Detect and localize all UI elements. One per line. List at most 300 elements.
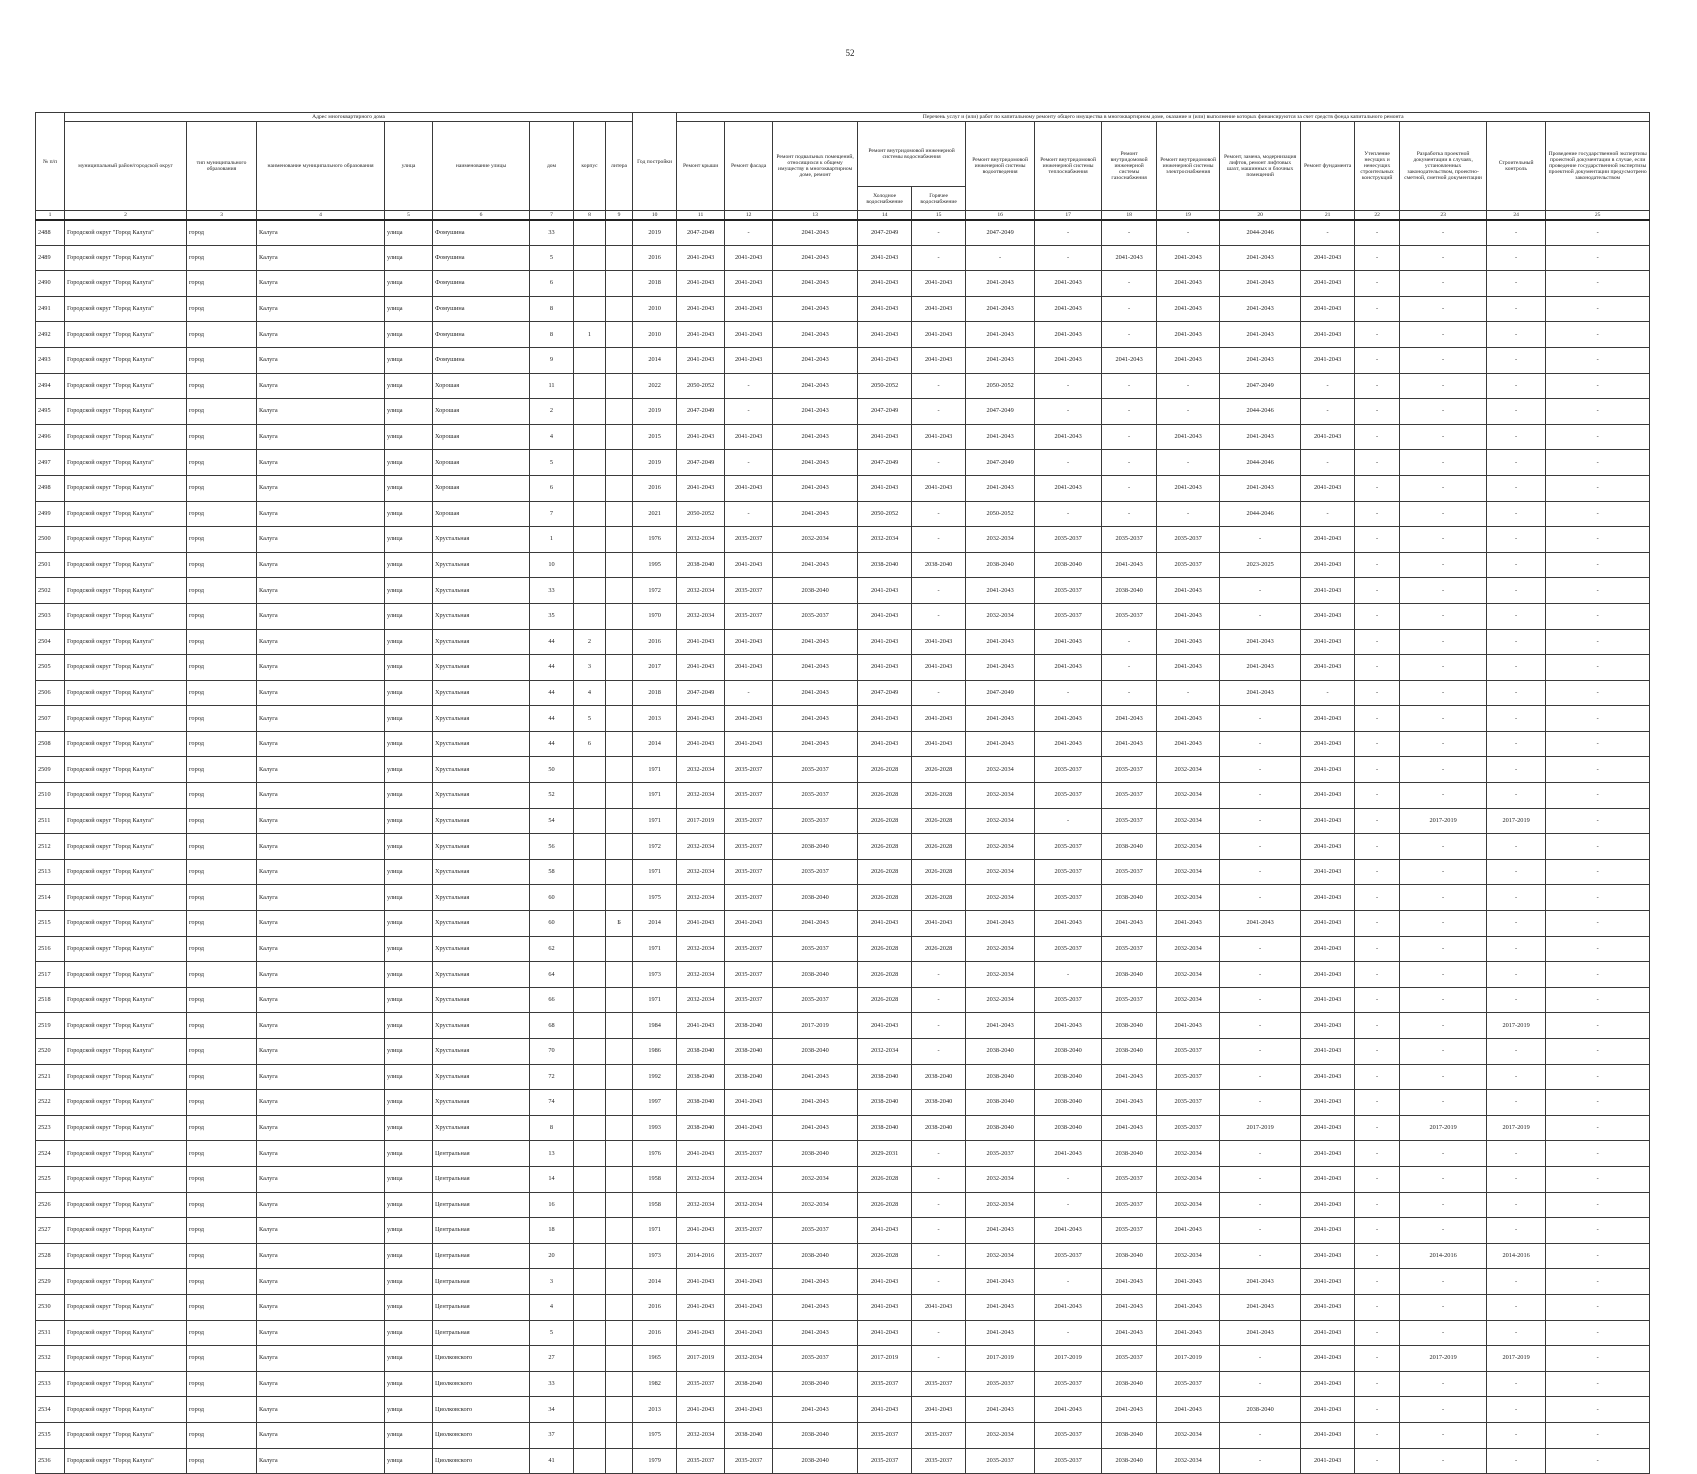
table-cell: - xyxy=(1487,706,1546,732)
table-row xyxy=(36,271,1650,297)
table-cell xyxy=(574,347,606,373)
table-cell xyxy=(574,220,606,246)
table-cell: 2032-2034 xyxy=(966,834,1035,860)
table-cell: 1971 xyxy=(633,757,677,783)
table-cell: 1986 xyxy=(633,1039,677,1065)
table-cell: Б xyxy=(606,911,633,937)
table-cell: улица xyxy=(385,1243,433,1269)
table-cell: - xyxy=(1546,783,1650,809)
table-cell: 2032-2034 xyxy=(1157,783,1220,809)
table-cell: - xyxy=(1546,1141,1650,1167)
table-cell: 1 xyxy=(530,527,574,553)
table-cell: - xyxy=(1546,680,1650,706)
table-cell: 2041-2043 xyxy=(912,347,966,373)
table-cell: Городской округ "Город Калуга" xyxy=(65,578,187,604)
table-cell: 2041-2043 xyxy=(858,424,912,450)
table-cell: 2017-2019 xyxy=(1400,808,1487,834)
table-cell: 2035-2037 xyxy=(912,1422,966,1448)
table-cell: 72 xyxy=(530,1064,574,1090)
table-cell: 74 xyxy=(530,1090,574,1116)
table-cell: Калуга xyxy=(257,936,385,962)
table-cell: 2041-2043 xyxy=(773,399,858,425)
table-cell: Центральная xyxy=(433,1243,530,1269)
table-cell: 2029-2031 xyxy=(858,1141,912,1167)
table-row xyxy=(36,527,1650,553)
table-cell: 50 xyxy=(530,757,574,783)
table-cell xyxy=(574,501,606,527)
table-cell xyxy=(606,706,633,732)
table-cell: - xyxy=(1355,527,1400,553)
table-row xyxy=(36,655,1650,681)
table-cell: 2035-2037 xyxy=(725,527,773,553)
table-cell: 2041-2043 xyxy=(1102,347,1157,373)
table-row xyxy=(36,1448,1650,1474)
table-cell: 2041-2043 xyxy=(1301,1166,1355,1192)
table-cell: город xyxy=(187,655,257,681)
table-cell: Городской округ "Город Калуга" xyxy=(65,629,187,655)
table-cell: - xyxy=(1400,1064,1487,1090)
table-cell: 2041-2043 xyxy=(677,322,725,348)
table-cell: 2035-2037 xyxy=(725,834,773,860)
table-cell: 2041-2043 xyxy=(858,911,912,937)
table-cell: 2023-2025 xyxy=(1220,552,1301,578)
table-cell: 1971 xyxy=(633,987,677,1013)
table-row xyxy=(36,1397,1650,1423)
table-cell: 2041-2043 xyxy=(773,347,858,373)
table-cell: Калуга xyxy=(257,629,385,655)
table-cell: Городской округ "Город Калуга" xyxy=(65,1320,187,1346)
table-cell xyxy=(606,1320,633,1346)
table-cell: - xyxy=(1355,1218,1400,1244)
table-cell: - xyxy=(725,373,773,399)
table-cell: 2041-2043 xyxy=(1301,347,1355,373)
table-cell xyxy=(606,655,633,681)
table-cell: 2038-2040 xyxy=(773,962,858,988)
table-row xyxy=(36,936,1650,962)
table-cell: - xyxy=(1355,1013,1400,1039)
table-cell: 13 xyxy=(530,1141,574,1167)
table-cell: 2041-2043 xyxy=(1301,706,1355,732)
table-cell: 2041-2043 xyxy=(1157,1013,1220,1039)
table-cell: 2032-2034 xyxy=(1157,757,1220,783)
table-cell: 2035-2037 xyxy=(912,1371,966,1397)
table-cell: 2038-2040 xyxy=(912,552,966,578)
table-cell: - xyxy=(1487,911,1546,937)
column-number: 11 xyxy=(677,211,725,220)
table-cell: 2035-2037 xyxy=(1102,1218,1157,1244)
table-cell: - xyxy=(1400,859,1487,885)
table-cell xyxy=(606,987,633,1013)
table-cell: - xyxy=(1220,808,1301,834)
table-cell: - xyxy=(1546,1243,1650,1269)
table-cell: 44 xyxy=(530,629,574,655)
table-cell: Калуга xyxy=(257,220,385,246)
table-cell: 2032-2034 xyxy=(1157,1422,1220,1448)
table-cell: 68 xyxy=(530,1013,574,1039)
table-cell: - xyxy=(912,501,966,527)
table-cell: 2041-2043 xyxy=(1157,629,1220,655)
table-cell: улица xyxy=(385,578,433,604)
table-cell: Хрустальная xyxy=(433,808,530,834)
table-cell: Калуга xyxy=(257,1141,385,1167)
table-cell: 2041-2043 xyxy=(1301,911,1355,937)
table-cell: 2035-2037 xyxy=(1035,859,1102,885)
table-cell: улица xyxy=(385,629,433,655)
table-cell: Центральная xyxy=(433,1269,530,1295)
table-cell: 6 xyxy=(530,271,574,297)
col-header-building: корпус xyxy=(574,122,606,211)
table-cell: - xyxy=(1355,1039,1400,1065)
table-cell: 2032-2034 xyxy=(966,1243,1035,1269)
table-cell: - xyxy=(912,245,966,271)
table-cell: 2017-2019 xyxy=(966,1346,1035,1372)
table-cell: 2041-2043 xyxy=(677,1013,725,1039)
table-cell: 2041-2043 xyxy=(677,1269,725,1295)
table-cell: 2047-2049 xyxy=(966,220,1035,246)
table-cell: Циолковского xyxy=(433,1346,530,1372)
table-cell: Калуга xyxy=(257,962,385,988)
table-cell: 2014 xyxy=(633,1269,677,1295)
table-cell xyxy=(606,552,633,578)
table-cell: 2010 xyxy=(633,296,677,322)
table-row xyxy=(36,347,1650,373)
table-row xyxy=(36,578,1650,604)
table-cell: 2041-2043 xyxy=(1102,731,1157,757)
table-cell: 2041-2043 xyxy=(966,655,1035,681)
table-cell: 27 xyxy=(530,1346,574,1372)
table-cell: - xyxy=(1400,1218,1487,1244)
table-cell: 2035-2037 xyxy=(725,783,773,809)
table-cell: 18 xyxy=(530,1218,574,1244)
table-cell: Городской округ "Город Калуга" xyxy=(65,783,187,809)
table-cell: 2038-2040 xyxy=(773,1422,858,1448)
table-cell: 2041-2043 xyxy=(725,1090,773,1116)
table-cell: Калуга xyxy=(257,757,385,783)
table-cell: 2038-2040 xyxy=(1102,1422,1157,1448)
table-cell: - xyxy=(1355,911,1400,937)
table-cell: - xyxy=(1487,245,1546,271)
col-header-cold-water: Холодное водоснабжение xyxy=(858,187,912,211)
table-cell: 2041-2043 xyxy=(1301,245,1355,271)
table-cell: Городской округ "Город Калуга" xyxy=(65,527,187,553)
table-cell: 2041-2043 xyxy=(1301,552,1355,578)
table-cell: 2041-2043 xyxy=(858,578,912,604)
table-cell: 1979 xyxy=(633,1448,677,1474)
table-cell: - xyxy=(1400,1320,1487,1346)
table-row xyxy=(36,1064,1650,1090)
table-cell: - xyxy=(1355,706,1400,732)
table-cell: Хрустальная xyxy=(433,1013,530,1039)
table-row xyxy=(36,450,1650,476)
table-cell: 2508 xyxy=(36,731,65,757)
table-cell: 2536 xyxy=(36,1448,65,1474)
table-cell: - xyxy=(1400,655,1487,681)
table-cell: 2492 xyxy=(36,322,65,348)
table-cell: город xyxy=(187,603,257,629)
table-cell: 2032-2034 xyxy=(677,859,725,885)
table-cell: - xyxy=(1487,1064,1546,1090)
column-number: 25 xyxy=(1546,211,1650,220)
table-cell: - xyxy=(1546,808,1650,834)
table-cell: 2041-2043 xyxy=(773,1397,858,1423)
table-cell: 1972 xyxy=(633,578,677,604)
table-cell: 2047-2049 xyxy=(677,680,725,706)
table-cell: 2 xyxy=(574,629,606,655)
col-header-electricity: Ремонт внутридомовой инженерной системы электроснабжения xyxy=(1157,122,1220,211)
table-cell: Калуга xyxy=(257,603,385,629)
table-cell: 10 xyxy=(530,552,574,578)
table-row xyxy=(36,885,1650,911)
table-cell: 2038-2040 xyxy=(725,1371,773,1397)
table-cell xyxy=(606,1192,633,1218)
table-cell: 2488 xyxy=(36,220,65,246)
table-cell: 2041-2043 xyxy=(1220,680,1301,706)
table-cell: 2038-2040 xyxy=(858,1090,912,1116)
table-cell: - xyxy=(1487,783,1546,809)
table-cell: - xyxy=(912,1039,966,1065)
table-cell: - xyxy=(1220,1218,1301,1244)
table-cell: город xyxy=(187,680,257,706)
table-cell: - xyxy=(1220,936,1301,962)
table-cell: 2035-2037 xyxy=(1102,859,1157,885)
table-cell: - xyxy=(1546,527,1650,553)
table-cell: Городской округ "Город Калуга" xyxy=(65,475,187,501)
table-cell: улица xyxy=(385,987,433,1013)
table-cell: - xyxy=(912,680,966,706)
table-cell: 2035-2037 xyxy=(725,1448,773,1474)
table-cell: 2041-2043 xyxy=(1301,1294,1355,1320)
table-row xyxy=(36,1115,1650,1141)
table-cell: 2038-2040 xyxy=(1102,1141,1157,1167)
table-row xyxy=(36,1243,1650,1269)
table-cell: - xyxy=(1546,424,1650,450)
table-cell: 2032-2034 xyxy=(966,1166,1035,1192)
table-cell xyxy=(606,1090,633,1116)
table-cell: 2535 xyxy=(36,1422,65,1448)
table-cell: - xyxy=(1487,603,1546,629)
table-cell: 2016 xyxy=(633,475,677,501)
table-cell: 2041-2043 xyxy=(1301,1371,1355,1397)
table-cell: 2041-2043 xyxy=(1301,1422,1355,1448)
table-cell: 2041-2043 xyxy=(1035,296,1102,322)
table-row xyxy=(36,399,1650,425)
table-cell: 2019 xyxy=(633,220,677,246)
col-header-design-docs: Разработка проектной документации в случаях, установленных законодательством, проектно-сметной, сметной документации xyxy=(1400,122,1487,211)
table-cell: 2038-2040 xyxy=(912,1090,966,1116)
table-cell: 2035-2037 xyxy=(1102,603,1157,629)
col-header-house: дом xyxy=(530,122,574,211)
table-cell: город xyxy=(187,987,257,1013)
table-cell: - xyxy=(1220,1064,1301,1090)
table-cell: улица xyxy=(385,603,433,629)
table-cell: город xyxy=(187,1064,257,1090)
table-cell: 2032-2034 xyxy=(966,808,1035,834)
table-cell: 2026-2028 xyxy=(912,757,966,783)
table-cell: 2531 xyxy=(36,1320,65,1346)
table-cell: - xyxy=(1546,245,1650,271)
table-cell: - xyxy=(1102,655,1157,681)
table-cell: Калуга xyxy=(257,527,385,553)
table-cell: Калуга xyxy=(257,911,385,937)
table-cell: - xyxy=(1220,987,1301,1013)
table-row xyxy=(36,911,1650,937)
table-cell xyxy=(574,1448,606,1474)
table-cell: 2032-2034 xyxy=(966,936,1035,962)
table-cell: город xyxy=(187,424,257,450)
col-header-elevators: Ремонт, замена, модернизация лифтов, ремонт лифтовых шахт, машинных и блочных помещений xyxy=(1220,122,1301,211)
table-cell: 2035-2037 xyxy=(1102,987,1157,1013)
table-cell: улица xyxy=(385,1166,433,1192)
table-cell: 70 xyxy=(530,1039,574,1065)
table-cell: - xyxy=(1355,271,1400,297)
table-row xyxy=(36,220,1650,246)
table-cell: Городской округ "Город Калуга" xyxy=(65,399,187,425)
table-cell: 2041-2043 xyxy=(966,475,1035,501)
table-cell xyxy=(574,834,606,860)
table-cell: 2041-2043 xyxy=(1102,1269,1157,1295)
table-cell: 2014 xyxy=(633,347,677,373)
table-cell: 2041-2043 xyxy=(1157,424,1220,450)
table-cell xyxy=(574,527,606,553)
table-cell: Хрустальная xyxy=(433,834,530,860)
table-cell: 2035-2037 xyxy=(1102,1192,1157,1218)
table-cell: 2017-2019 xyxy=(773,1013,858,1039)
table-cell: 2032-2034 xyxy=(773,527,858,553)
table-cell: 2041-2043 xyxy=(1301,1320,1355,1346)
table-cell: 2032-2034 xyxy=(1157,885,1220,911)
table-cell: 2041-2043 xyxy=(677,347,725,373)
table-cell: 2041-2043 xyxy=(1220,475,1301,501)
table-cell: Калуга xyxy=(257,859,385,885)
table-cell: Городской округ "Город Калуга" xyxy=(65,1218,187,1244)
table-cell xyxy=(574,962,606,988)
table-cell: - xyxy=(1487,757,1546,783)
table-cell: - xyxy=(1400,603,1487,629)
table-cell: 2041-2043 xyxy=(1035,911,1102,937)
table-cell: 2041-2043 xyxy=(725,1320,773,1346)
table-cell: - xyxy=(1546,731,1650,757)
table-cell xyxy=(574,1371,606,1397)
table-cell: 64 xyxy=(530,962,574,988)
table-cell: 2038-2040 xyxy=(1102,1243,1157,1269)
table-cell: 2026-2028 xyxy=(858,962,912,988)
column-number: 15 xyxy=(912,211,966,220)
col-header-facade-repair: Ремонт фасада xyxy=(725,122,773,211)
column-number: 19 xyxy=(1157,211,1220,220)
table-cell xyxy=(606,834,633,860)
table-cell: 2041-2043 xyxy=(1102,1397,1157,1423)
table-cell: 2035-2037 xyxy=(1102,1166,1157,1192)
table-cell: 2041-2043 xyxy=(1035,629,1102,655)
table-cell: город xyxy=(187,757,257,783)
table-row xyxy=(36,1218,1650,1244)
table-cell: 2041-2043 xyxy=(966,706,1035,732)
table-cell: 2038-2040 xyxy=(773,834,858,860)
table-cell: - xyxy=(1102,450,1157,476)
table-cell: - xyxy=(1487,1397,1546,1423)
table-cell: 2038-2040 xyxy=(773,1243,858,1269)
table-cell: 2017-2019 xyxy=(1487,1346,1546,1372)
table-cell: 2041-2043 xyxy=(1301,603,1355,629)
table-row xyxy=(36,1269,1650,1295)
table-cell: 2047-2049 xyxy=(858,399,912,425)
table-cell: город xyxy=(187,1013,257,1039)
table-cell: 2032-2034 xyxy=(1157,834,1220,860)
table-cell xyxy=(606,1269,633,1295)
table-cell: Центральная xyxy=(433,1141,530,1167)
table-cell xyxy=(574,424,606,450)
table-cell: 2035-2037 xyxy=(1157,1090,1220,1116)
table-cell: улица xyxy=(385,1115,433,1141)
table-cell: 2016 xyxy=(633,629,677,655)
table-cell: 2047-2049 xyxy=(677,399,725,425)
table-cell: 2038-2040 xyxy=(858,1115,912,1141)
table-cell: 2041-2043 xyxy=(773,552,858,578)
table-cell xyxy=(606,629,633,655)
table-cell: 2041-2043 xyxy=(1301,271,1355,297)
table-cell: Калуга xyxy=(257,1039,385,1065)
table-cell: - xyxy=(1400,424,1487,450)
table-cell: город xyxy=(187,1294,257,1320)
table-cell: - xyxy=(1487,936,1546,962)
table-cell: Калуга xyxy=(257,1397,385,1423)
table-cell: 2041-2043 xyxy=(773,1115,858,1141)
table-cell xyxy=(574,808,606,834)
table-cell: 2032-2034 xyxy=(966,757,1035,783)
table-cell: 2026-2028 xyxy=(858,987,912,1013)
table-cell: город xyxy=(187,450,257,476)
table-cell: 2035-2037 xyxy=(966,1371,1035,1397)
table-cell: город xyxy=(187,220,257,246)
table-cell: 2041-2043 xyxy=(773,629,858,655)
table-cell: 2041-2043 xyxy=(1220,245,1301,271)
table-cell: - xyxy=(1102,271,1157,297)
table-cell: - xyxy=(1400,271,1487,297)
table-cell: - xyxy=(1102,501,1157,527)
table-cell: - xyxy=(1355,1294,1400,1320)
table-cell: 2038-2040 xyxy=(1102,1013,1157,1039)
table-cell: 2038-2040 xyxy=(1035,1090,1102,1116)
table-cell: 2026-2028 xyxy=(912,783,966,809)
table-cell: 2035-2037 xyxy=(725,808,773,834)
table-cell: - xyxy=(1400,885,1487,911)
table-cell: 2032-2034 xyxy=(858,527,912,553)
table-cell: 2041-2043 xyxy=(1220,296,1301,322)
table-cell: 2516 xyxy=(36,936,65,962)
table-cell: 2041-2043 xyxy=(912,271,966,297)
table-cell: улица xyxy=(385,1397,433,1423)
table-cell xyxy=(606,527,633,553)
table-cell: 2041-2043 xyxy=(677,296,725,322)
table-cell: город xyxy=(187,1243,257,1269)
table-cell: 2035-2037 xyxy=(1102,808,1157,834)
table-cell: 2032-2034 xyxy=(677,1422,725,1448)
table-cell: - xyxy=(1546,578,1650,604)
table-cell: 2014-2016 xyxy=(1487,1243,1546,1269)
table-cell: - xyxy=(1400,936,1487,962)
table-cell: - xyxy=(1220,1141,1301,1167)
table-cell: - xyxy=(1355,936,1400,962)
table-cell: 2013 xyxy=(633,706,677,732)
table-cell: 2041-2043 xyxy=(773,731,858,757)
table-cell xyxy=(606,1013,633,1039)
table-cell: - xyxy=(1400,1294,1487,1320)
table-cell: - xyxy=(1487,1192,1546,1218)
table-cell: 2041-2043 xyxy=(773,1294,858,1320)
table-cell: Хрустальная xyxy=(433,987,530,1013)
col-header-foundation: Ремонт фундамента xyxy=(1301,122,1355,211)
table-cell: 2014-2016 xyxy=(1400,1243,1487,1269)
